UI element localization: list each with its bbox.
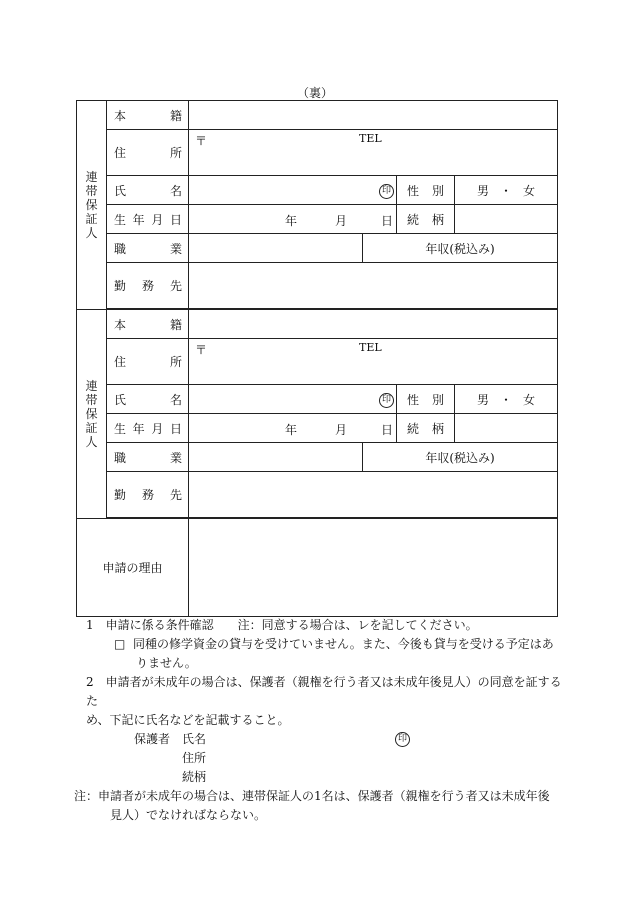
shimei-field[interactable] (189, 385, 397, 414)
jusho-field[interactable] (189, 130, 558, 176)
shimei-label: 氏 名 (107, 385, 189, 414)
consent-text-line2: りません。 (136, 656, 197, 670)
guardian-seal-mark: 印 (395, 732, 410, 747)
guarantor-form-table (76, 100, 558, 617)
shimei-label: 氏 名 (107, 176, 189, 205)
guardian-address-label: 住所 (182, 751, 207, 765)
postal-mark: 〒 (195, 134, 208, 148)
zokugara-field[interactable] (455, 205, 558, 234)
consent-checkbox[interactable]: □ (114, 637, 126, 651)
sex-field[interactable]: 男 ・ 女 (455, 385, 558, 414)
jusho-label: 住 所 (107, 339, 189, 385)
shokugyo-field[interactable] (189, 234, 363, 263)
birth-field[interactable]: 年 月 日 (189, 205, 397, 234)
zokugara-label: 続 柄 (397, 414, 455, 443)
guarantor-1-side-label: 連 帯 保 証 人 (77, 101, 107, 310)
page-side-label: （裏） (296, 86, 333, 100)
notes-section (74, 616, 566, 825)
birth-label: 生 年 月 日 (107, 205, 189, 234)
seibetsu-label: 性 別 (397, 176, 455, 205)
kinmusaki-label: 勤 務 先 (107, 472, 189, 518)
consent-check-row (86, 635, 566, 654)
shokugyo-label: 職 業 (107, 443, 189, 472)
honseki-label: 本 籍 (107, 101, 189, 130)
seibetsu-label: 性 別 (397, 385, 455, 414)
note-minor-line1: 注：申請者が未成年の場合は、連帯保証人の1名は、保護者（親権を行う者又は未成年後 (74, 789, 550, 803)
zokugara-field[interactable] (455, 414, 558, 443)
birth-field[interactable]: 年 月 日 (189, 414, 397, 443)
guardian-name-label: 氏名 (182, 732, 207, 746)
seal-mark: 印 (379, 393, 394, 408)
note-minor-line2: 見人）でなければならない。 (110, 808, 267, 822)
jusho-label: 住 所 (107, 130, 189, 176)
note-item-2-line2: め、下記に氏名などを記載すること。 (86, 713, 290, 727)
kinmusaki-label: 勤 務 先 (107, 263, 189, 309)
zokugara-label: 続 柄 (397, 205, 455, 234)
guardian-block (86, 730, 566, 787)
honseki-field[interactable] (189, 310, 558, 339)
honseki-field[interactable] (189, 101, 558, 130)
seal-mark: 印 (379, 184, 394, 199)
reason-label: 申請の理由 (77, 519, 189, 617)
guarantor-2-side-label: 連 帯 保 証 人 (77, 310, 107, 519)
note-item-2-line1: 2 申請者が未成年の場合は、保護者（親権を行う者又は未成年後見人）の同意を証するた (86, 675, 562, 708)
guardian-relation-label: 続柄 (182, 770, 207, 784)
reason-field[interactable] (189, 519, 558, 617)
tel-label: TEL (359, 132, 382, 145)
nenshu-label: 年収(税込み) (363, 443, 558, 472)
kinmusaki-field[interactable] (189, 472, 558, 518)
sex-field[interactable]: 男 ・ 女 (455, 176, 558, 205)
birth-label: 生 年 月 日 (107, 414, 189, 443)
tel-label: TEL (359, 341, 382, 354)
kinmusaki-field[interactable] (189, 263, 558, 309)
jusho-field[interactable] (189, 339, 558, 385)
honseki-label: 本 籍 (107, 310, 189, 339)
consent-text-line1: 同種の修学資金の貸与を受けていません。また、今後も貸与を受ける予定はあ (132, 637, 554, 651)
postal-mark: 〒 (195, 343, 208, 357)
shokugyo-label: 職 業 (107, 234, 189, 263)
shokugyo-field[interactable] (189, 443, 363, 472)
guardian-label: 保護者 (134, 732, 171, 746)
note-item-1: 1 申請に係る条件確認 注：同意する場合は、レを記してください。 (86, 618, 478, 632)
shimei-field[interactable] (189, 176, 397, 205)
nenshu-label: 年収(税込み) (363, 234, 558, 263)
